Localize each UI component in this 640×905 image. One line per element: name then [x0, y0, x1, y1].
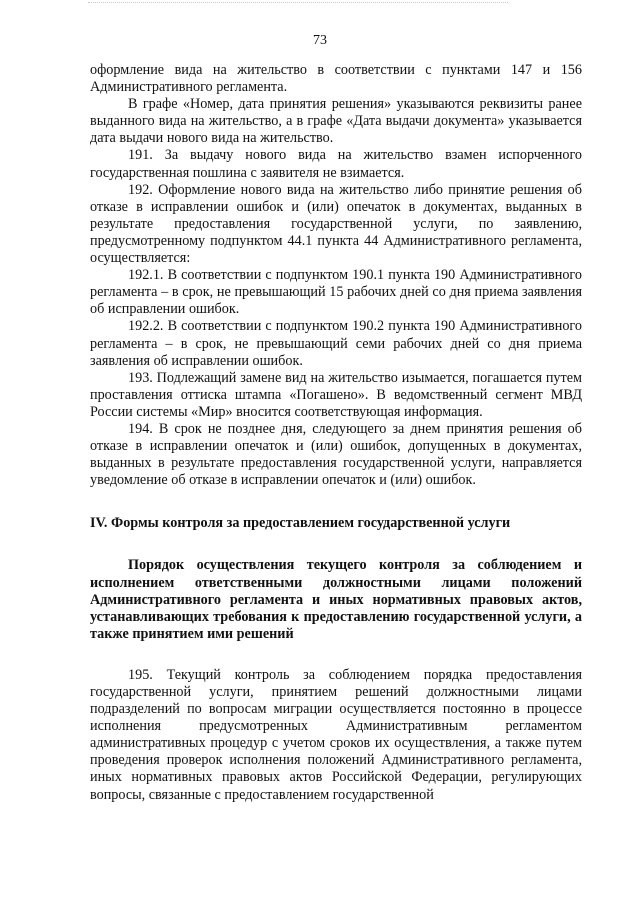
paragraph-192-2: 192.2. В соответствии с подпунктом 190.2 пункта 190 Административного регламента – в срок, не превышающий семи рабочих дней со дня приема заявления об исправлении ошибок. — [90, 318, 582, 369]
top-scan-edge — [88, 2, 508, 3]
page-number: 73 — [313, 33, 327, 48]
subsection-heading: Порядок осуществления текущего контроля за соблюдением и исполнением ответственными должностными лицами положений Административного регламента и иных нормативных правовых актов, устанавливающих требования к предоставлению государственной услуги, а также принятием ими решений — [90, 557, 582, 642]
paragraph-192: 192. Оформление нового вида на жительство либо принятие решения об отказе в исправлении ошибок и (или) опечаток в документах, выданных в результате предоставления государственной услуги, по заявлению, предусмотренному подпунктом 44.1 пункта 44 Административного регламента, осуществляется: — [90, 181, 582, 267]
paragraph-195: 195. Текущий контроль за соблюдением порядка предоставления государственной услуги, принятием решений должностными лицами подразделений по вопросам миграции осуществляется постоянно в процессе исполнения предусмотренных Административным регламентом административных процедур с учетом сроков их осуществления, а также путем проведения проверок исполнения положений Административного регламента, иных нормативных правовых актов Российской Федерации, регулирующих вопросы, связанные с предоставлением государственной — [90, 666, 582, 803]
paragraph-191: 191. За выдачу нового вида на жительство взамен испорченного государственная пошлина с заявителя не взимается. — [90, 147, 582, 181]
paragraph-193: 193. Подлежащий замене вид на жительство изымается, погашается путем проставления оттиска штампа «Погашено». В ведомственный сегмент МВД России системы «Мир» вносится соответствующая информация. — [90, 369, 582, 420]
document-body — [90, 62, 582, 804]
spacer — [90, 643, 582, 667]
section-heading: IV. Формы контроля за предоставлением государственной услуги — [90, 515, 511, 532]
paragraph-194: 194. В срок не позднее дня, следующего за днем принятия решения об отказе в исправлении опечаток и (или) ошибок, допущенных в документах, выданных в результате предоставления государственной услуги, направляется уведомление об отказе в исправлении опечаток и (или) ошибок. — [90, 420, 582, 489]
paragraph: оформление вида на жительство в соответствии с пунктами 147 и 156 Административного регламента. — [90, 62, 582, 96]
paragraph-192-1: 192.1. В соответствии с подпунктом 190.1 пункта 190 Административного регламента – в срок, не превышающий 15 рабочих дней со дня приема заявления об исправлении ошибок. — [90, 267, 582, 318]
paragraph: В графе «Номер, дата принятия решения» указываются реквизиты ранее выданного вида на жительство, а в графе «Дата выдачи документа» указывается дата выдачи нового вида на жительство. — [90, 96, 582, 147]
